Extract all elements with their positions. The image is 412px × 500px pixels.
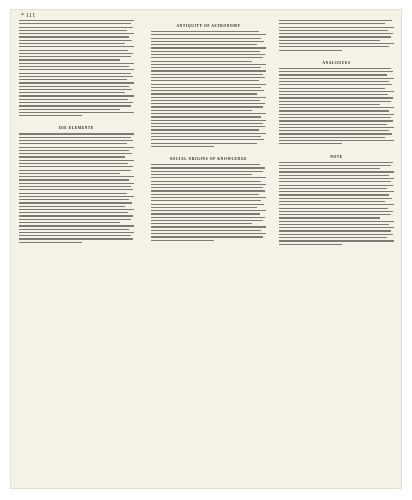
text-line	[279, 36, 391, 37]
text-line	[19, 225, 134, 226]
text-line	[19, 242, 82, 243]
text-line	[279, 127, 394, 128]
text-line	[151, 123, 263, 124]
paragraph	[151, 31, 266, 147]
text-line	[151, 230, 261, 231]
text-line	[151, 57, 263, 58]
text-line	[19, 196, 134, 197]
text-line	[151, 84, 266, 85]
text-line	[19, 137, 131, 138]
text-line	[151, 47, 266, 48]
text-line	[19, 27, 133, 28]
text-line	[279, 221, 394, 222]
text-line	[279, 201, 385, 202]
text-line	[151, 103, 265, 104]
text-line	[151, 87, 261, 88]
text-line	[279, 227, 394, 228]
text-line	[279, 168, 380, 169]
text-line	[151, 54, 265, 55]
text-line	[19, 235, 131, 236]
text-line	[279, 88, 385, 89]
text-line	[19, 56, 131, 57]
column-right	[279, 20, 394, 251]
text-line	[19, 147, 134, 148]
text-line	[151, 44, 257, 45]
page-number: * 111	[21, 13, 36, 19]
text-line	[151, 126, 265, 127]
text-line	[151, 204, 264, 205]
text-line	[279, 97, 393, 98]
text-line	[279, 74, 387, 75]
text-line	[279, 137, 385, 138]
text-line	[279, 30, 388, 31]
column-left	[19, 20, 134, 249]
text-line	[151, 200, 261, 201]
text-line	[19, 163, 128, 164]
text-line	[19, 156, 125, 157]
text-line	[19, 33, 134, 34]
text-line	[279, 191, 394, 192]
paragraph	[19, 20, 134, 116]
text-line	[19, 219, 131, 220]
text-line	[279, 68, 391, 69]
text-line	[19, 79, 127, 80]
text-line	[151, 210, 266, 211]
text-line	[279, 181, 391, 182]
text-line	[19, 209, 134, 210]
text-line	[19, 112, 134, 113]
text-line	[19, 193, 127, 194]
text-line	[19, 115, 82, 116]
text-line	[19, 92, 125, 93]
text-line	[151, 51, 260, 52]
text-line	[19, 202, 132, 203]
text-line	[151, 220, 263, 221]
text-line	[19, 30, 127, 31]
text-line	[19, 99, 128, 100]
text-line	[19, 166, 133, 167]
text-line	[151, 164, 260, 165]
text-line	[279, 143, 342, 144]
text-line	[19, 212, 128, 213]
text-line	[19, 89, 132, 90]
text-line	[19, 206, 125, 207]
text-line	[19, 199, 129, 200]
paragraph	[151, 164, 266, 241]
text-line	[151, 226, 266, 227]
text-line	[279, 46, 389, 47]
text-line	[151, 61, 252, 62]
text-line	[151, 38, 261, 39]
text-line	[279, 171, 394, 172]
text-line	[279, 94, 388, 95]
text-line	[279, 175, 389, 176]
text-line	[279, 130, 389, 131]
text-line	[19, 76, 133, 77]
text-line	[279, 43, 394, 44]
text-line	[151, 181, 261, 182]
text-line	[279, 240, 394, 241]
text-line	[279, 198, 392, 199]
text-line	[279, 33, 393, 34]
section-heading: ANALOGUES	[322, 60, 351, 65]
text-line	[19, 50, 128, 51]
text-line	[151, 113, 266, 114]
text-line	[151, 80, 259, 81]
section-heading: DIE ELEMENTE	[59, 126, 94, 131]
text-line	[19, 189, 133, 190]
text-line	[19, 133, 134, 134]
text-line	[279, 40, 380, 41]
text-line	[279, 81, 389, 82]
text-line	[279, 78, 394, 79]
text-line	[279, 194, 389, 195]
text-line	[279, 91, 394, 92]
text-line	[279, 230, 391, 231]
text-line	[279, 107, 394, 108]
text-line	[279, 185, 393, 186]
text-line	[279, 71, 393, 72]
text-line	[151, 136, 261, 137]
text-line	[151, 100, 260, 101]
text-line	[279, 101, 391, 102]
text-line	[151, 217, 265, 218]
text-line	[151, 143, 257, 144]
text-line	[19, 20, 134, 21]
text-line	[151, 31, 259, 32]
text-line	[19, 238, 133, 239]
text-line	[19, 160, 134, 161]
text-line	[279, 204, 394, 205]
section-heading: ANTIQUITY OF ASTRONOMY	[176, 24, 241, 28]
text-line	[279, 214, 391, 215]
text-line	[279, 188, 387, 189]
text-line	[279, 165, 391, 166]
text-line	[151, 41, 264, 42]
text-line	[19, 59, 120, 60]
text-line	[19, 69, 134, 70]
text-line	[279, 224, 389, 225]
text-line	[279, 104, 380, 105]
text-line	[19, 95, 134, 96]
text-line	[19, 23, 131, 24]
text-line	[19, 102, 133, 103]
text-line	[279, 27, 394, 28]
text-line	[151, 120, 266, 121]
text-line	[151, 77, 265, 78]
text-line	[19, 143, 127, 144]
text-line	[151, 177, 266, 178]
text-line	[279, 208, 388, 209]
text-line	[151, 110, 252, 111]
text-line	[151, 207, 257, 208]
text-line	[151, 133, 266, 134]
paragraph	[19, 133, 134, 242]
text-line	[279, 178, 394, 179]
document-page	[11, 10, 401, 488]
text-line	[19, 176, 134, 177]
text-line	[279, 84, 392, 85]
section-heading: NOTE	[330, 154, 343, 159]
text-line	[279, 120, 393, 121]
text-line	[151, 233, 266, 234]
text-line	[279, 114, 394, 115]
text-line	[279, 140, 394, 141]
text-line	[151, 139, 264, 140]
text-line	[19, 183, 134, 184]
text-line	[279, 117, 391, 118]
text-line	[279, 217, 380, 218]
text-line	[151, 106, 263, 107]
text-line	[151, 97, 266, 98]
text-line	[19, 150, 129, 151]
text-line	[19, 179, 129, 180]
text-line	[19, 109, 120, 110]
text-line	[19, 153, 132, 154]
text-line	[19, 229, 129, 230]
text-line	[19, 86, 129, 87]
text-line	[151, 146, 214, 147]
text-line	[151, 34, 266, 35]
text-line	[19, 215, 133, 216]
text-line	[279, 211, 393, 212]
text-line	[19, 53, 133, 54]
text-line	[19, 186, 131, 187]
text-line	[151, 74, 263, 75]
section-heading: SOCIAL ORIGINS OF KNOWLEDGE	[169, 157, 248, 162]
text-line	[279, 133, 392, 134]
text-line	[19, 40, 132, 41]
text-line	[19, 170, 131, 171]
text-line	[151, 90, 264, 91]
text-line	[19, 66, 129, 67]
text-line	[19, 140, 133, 141]
text-line	[279, 237, 387, 238]
text-line	[151, 171, 263, 172]
text-line	[151, 174, 252, 175]
text-line	[19, 222, 120, 223]
text-line	[151, 187, 263, 188]
text-line	[19, 105, 131, 106]
text-line	[19, 82, 134, 83]
text-line	[279, 234, 393, 235]
text-line	[19, 43, 125, 44]
text-line	[151, 167, 265, 168]
text-line	[19, 46, 134, 47]
text-line	[151, 93, 257, 94]
text-line	[279, 23, 385, 24]
text-line	[151, 64, 266, 65]
text-line	[279, 20, 392, 21]
text-line	[279, 162, 393, 163]
text-line	[151, 213, 260, 214]
text-line	[279, 124, 387, 125]
text-line	[151, 236, 263, 237]
paragraph	[279, 162, 394, 245]
paragraph	[279, 68, 394, 145]
text-line	[279, 244, 342, 245]
text-line	[151, 184, 266, 185]
paragraph	[279, 20, 394, 51]
text-line	[151, 67, 261, 68]
text-line	[151, 223, 252, 224]
text-line	[19, 173, 120, 174]
text-line	[19, 36, 129, 37]
text-line	[151, 129, 259, 130]
text-line	[19, 232, 134, 233]
text-line	[279, 50, 342, 51]
text-line	[151, 194, 259, 195]
text-line	[19, 73, 131, 74]
text-line	[19, 63, 134, 64]
text-line	[151, 240, 214, 241]
text-line	[151, 190, 265, 191]
text-line	[279, 110, 389, 111]
column-middle	[151, 20, 266, 247]
text-line	[151, 197, 266, 198]
text-line	[151, 70, 266, 71]
text-line	[151, 116, 261, 117]
